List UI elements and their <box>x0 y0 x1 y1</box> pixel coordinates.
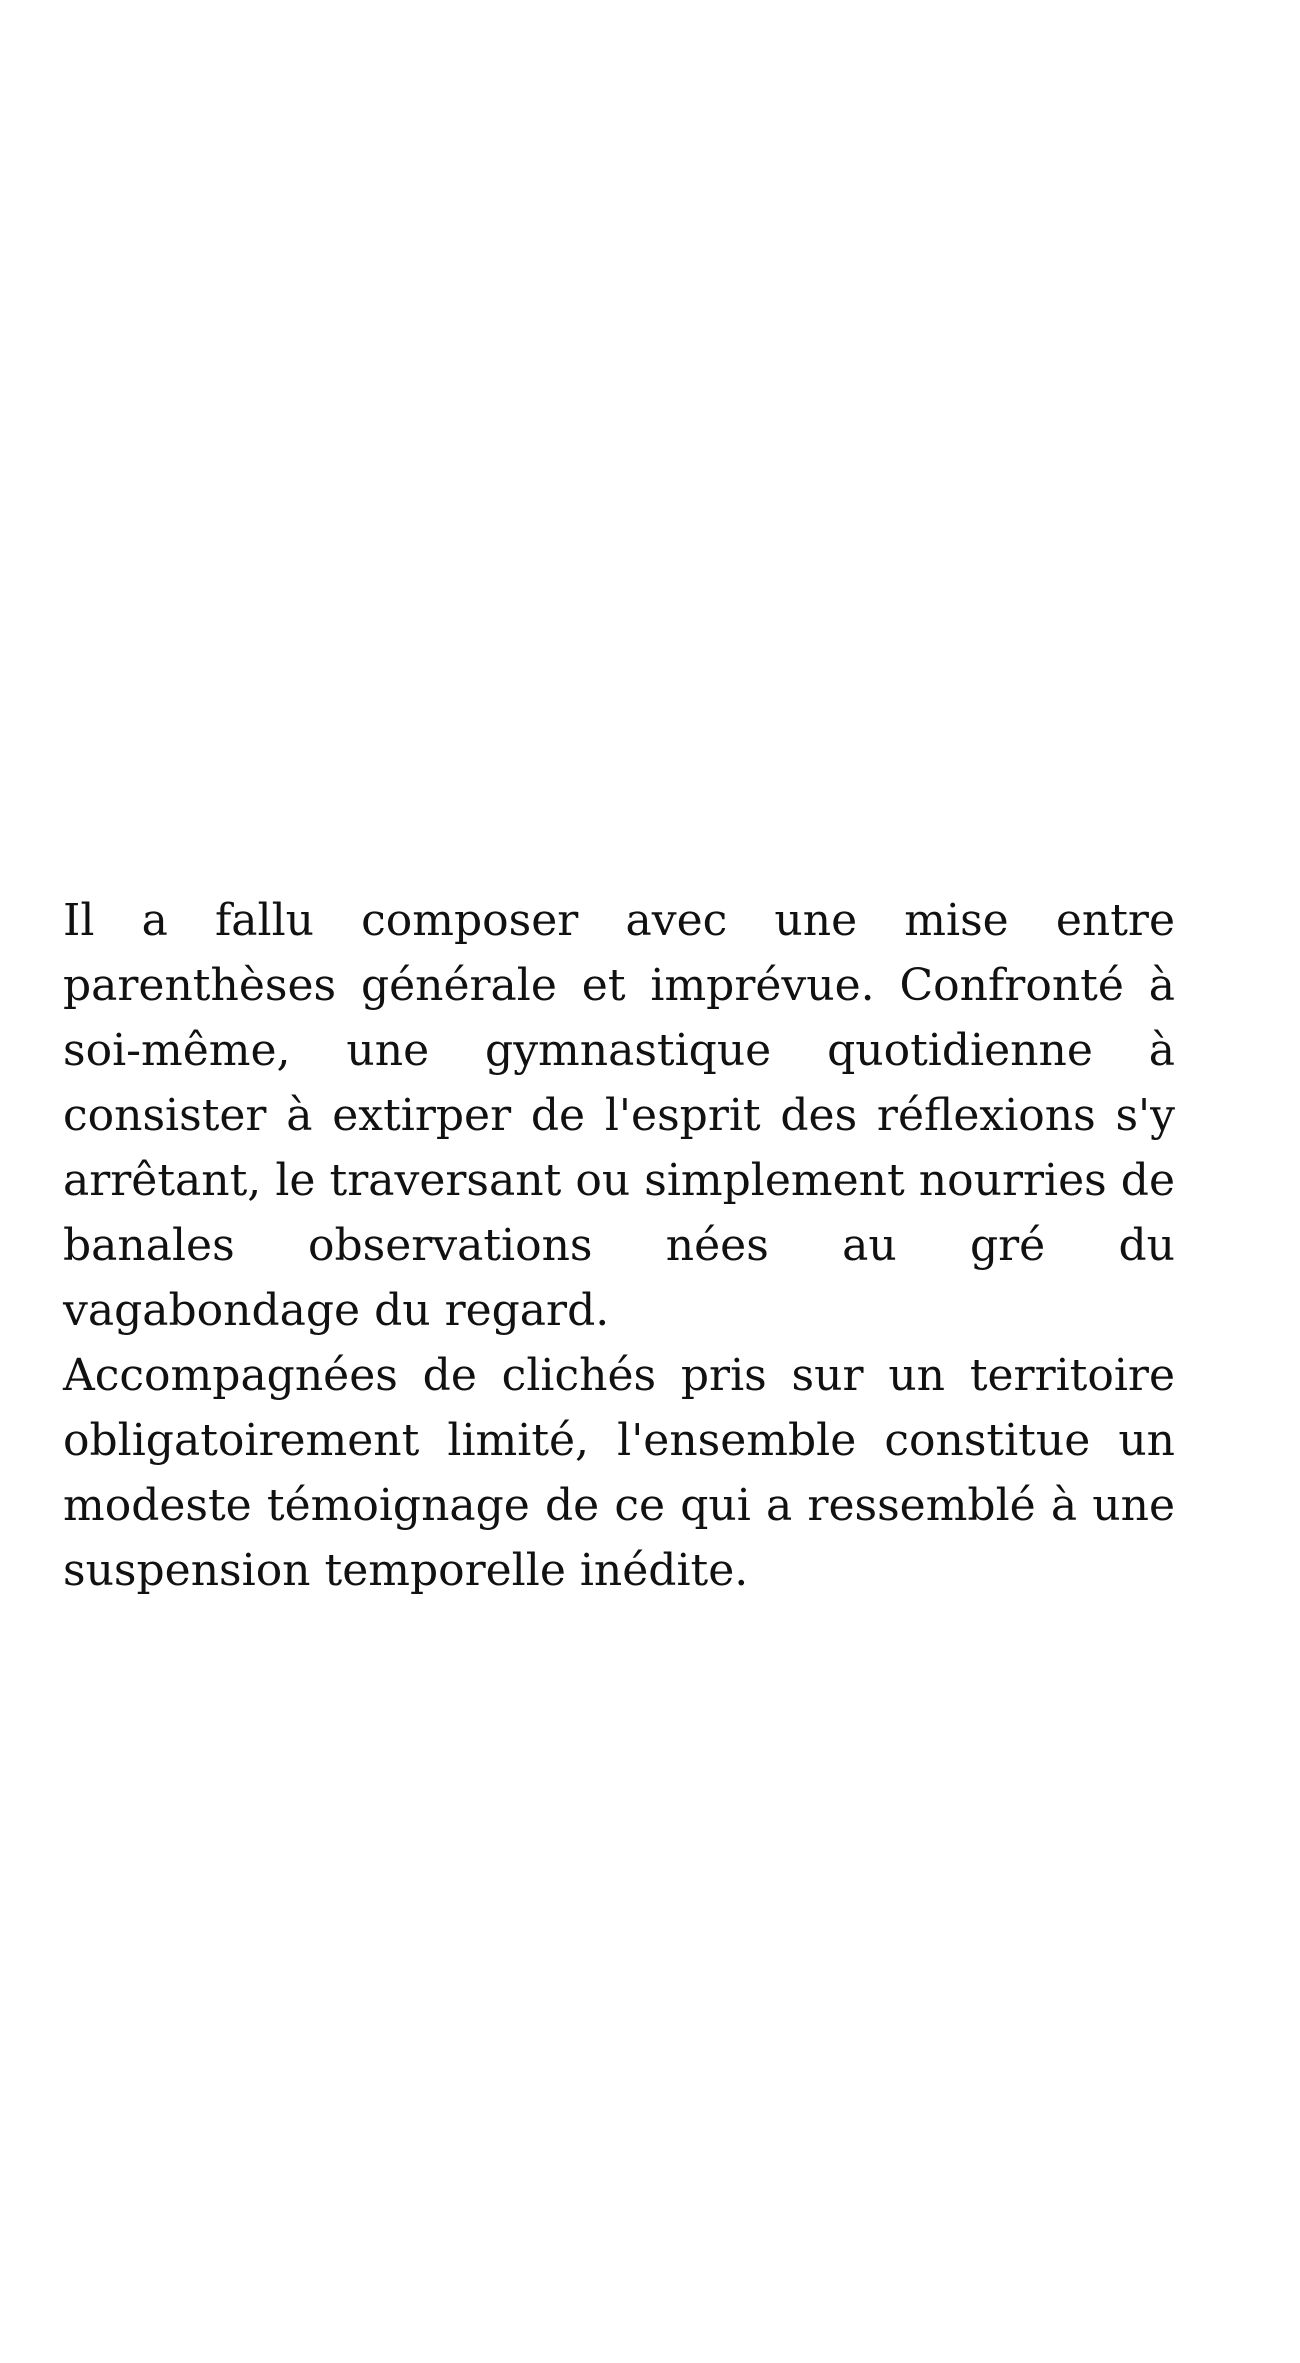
paragraph-intro: Il a fallu composer avec une mise entre parenthèses générale et imprévue. Confronté à soi-même, une gymnastique quotidienne à consister à extirper de l'esprit des réflexions s'y arrêtant, le traversant ou simplement nourries de banales observations nées au gré du vagabondage du regard. <box>63 895 1175 1336</box>
paragraph-closing: Accompagnées de clichés pris sur un territoire obligatoirement limité, l'ensemble constitue un modeste témoignage de ce qui a ressemblé à une suspension temporelle inédite. <box>63 1350 1175 1596</box>
text-block <box>63 888 1175 1603</box>
